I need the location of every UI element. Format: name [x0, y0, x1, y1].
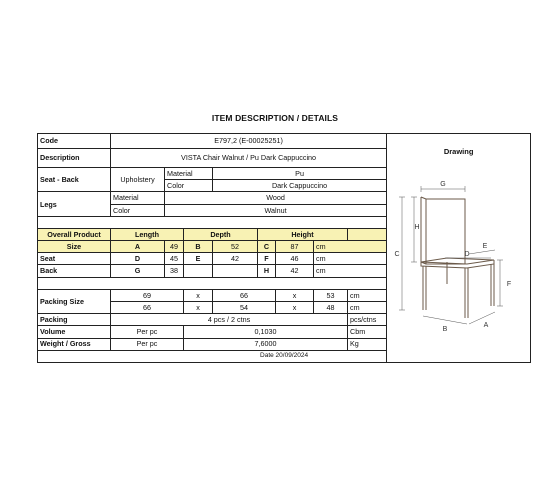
depth-header: Depth	[184, 228, 258, 240]
packing-2-a: 66	[111, 301, 184, 313]
seat-material-value: Pu	[213, 168, 387, 180]
seat-color-value: Dark Cappuccino	[213, 180, 387, 192]
dim-line-b	[423, 316, 467, 324]
chair-leg-front-right	[465, 268, 468, 318]
length-header: Length	[111, 228, 184, 240]
dim-value-e: 42	[213, 253, 258, 265]
weight-per: Per pc	[111, 338, 184, 350]
description-label: Description	[38, 148, 111, 167]
volume-unit: Cbm	[348, 326, 387, 338]
dim-value-d: 45	[165, 253, 184, 265]
drawing-panel	[387, 134, 531, 363]
dim-key-h: H	[258, 265, 276, 277]
drawing-letter-b: B	[442, 326, 448, 333]
packing-unit: pcs/ctns	[348, 314, 387, 326]
code-value: E797,2 (E-00025251)	[111, 134, 387, 149]
code-label: Code	[38, 134, 111, 149]
height-header-spacer	[348, 228, 387, 240]
chair-backrest-side	[421, 197, 426, 264]
legs-label: Legs	[38, 192, 111, 216]
dim-key-e: E	[184, 253, 213, 265]
packing-2-unit: cm	[348, 301, 387, 313]
seat-color-label: Color	[165, 180, 213, 192]
drawing-title: Drawing	[443, 147, 474, 156]
legs-color-label: Color	[111, 204, 165, 216]
dim-value-c: 87	[276, 241, 314, 253]
drawing-letter-c: C	[394, 251, 400, 258]
dim-line-e	[469, 250, 495, 254]
back-dim-label: Back	[38, 265, 111, 277]
dim-key-f: F	[258, 253, 276, 265]
dim-key-a: A	[111, 241, 165, 253]
weight-unit: Kg	[348, 338, 387, 350]
dim-line-a	[469, 312, 495, 324]
volume-per: Per pc	[111, 326, 184, 338]
document-date: Date 20/09/2024	[38, 350, 531, 362]
dim-key-d: D	[111, 253, 165, 265]
packing-2-b: 54	[213, 301, 276, 313]
dim-key-c: C	[258, 241, 276, 253]
spec-table	[37, 133, 531, 363]
seat-back-label: Seat - Back	[38, 168, 111, 192]
drawing-letter-h: H	[414, 224, 420, 231]
drawing-letter-d: D	[464, 251, 470, 258]
legs-material-label: Material	[111, 192, 165, 204]
dim-unit-overall: cm	[314, 241, 387, 253]
packing-2-x1: x	[184, 301, 213, 313]
chair-leg-back-right	[491, 264, 494, 306]
seat-material-label: Material	[165, 168, 213, 180]
dim-value-a: 49	[165, 241, 184, 253]
dim-value-empty	[213, 265, 258, 277]
weight-value: 7,6000	[184, 338, 348, 350]
overall-size-label-1: Overall Product	[38, 228, 111, 240]
packing-1-unit: cm	[348, 289, 387, 301]
dim-key-empty	[184, 265, 213, 277]
chair-drawing	[387, 164, 531, 344]
volume-label: Volume	[38, 326, 111, 338]
overall-size-label-2: Size	[38, 241, 111, 253]
dim-value-g: 38	[165, 265, 184, 277]
packing-2-c: 48	[314, 301, 348, 313]
dim-key-g: G	[111, 265, 165, 277]
drawing-letter-g: G	[440, 181, 446, 188]
dim-line-c	[399, 197, 405, 310]
packing-1-x1: x	[184, 289, 213, 301]
dim-value-b: 52	[213, 241, 258, 253]
packing-1-c: 53	[314, 289, 348, 301]
legs-material-value: Wood	[165, 192, 387, 204]
packing-1-a: 69	[111, 289, 184, 301]
chair-seat	[421, 258, 494, 264]
document-title: ITEM DESCRIPTION / DETAILS	[211, 113, 339, 123]
dim-unit-seat: cm	[314, 253, 387, 265]
weight-label: Weight / Gross	[38, 338, 111, 350]
packing-value: 4 pcs / 2 ctns	[111, 314, 348, 326]
packing-label: Packing	[38, 314, 111, 326]
drawing-letter-a: A	[483, 322, 489, 329]
chair-leg-front-left	[423, 266, 426, 310]
description-value: VISTA Chair Walnut / Pu Dark Cappuccino	[111, 148, 387, 167]
upholstery-label: Upholstery	[111, 168, 165, 192]
dim-unit-back: cm	[314, 265, 387, 277]
legs-color-value: Walnut	[165, 204, 387, 216]
seat-dim-label: Seat	[38, 253, 111, 265]
packing-size-label: Packing Size	[38, 289, 111, 313]
dim-value-h: 42	[276, 265, 314, 277]
dim-line-f	[497, 260, 503, 306]
drawing-letter-f: F	[506, 281, 512, 288]
drawing-letter-e: E	[482, 243, 488, 250]
packing-1-b: 66	[213, 289, 276, 301]
dim-value-f: 46	[276, 253, 314, 265]
chair-backrest	[426, 199, 465, 264]
volume-value: 0,1030	[184, 326, 348, 338]
height-header: Height	[258, 228, 348, 240]
packing-2-x2: x	[276, 301, 314, 313]
packing-1-x2: x	[276, 289, 314, 301]
dim-key-b: B	[184, 241, 213, 253]
